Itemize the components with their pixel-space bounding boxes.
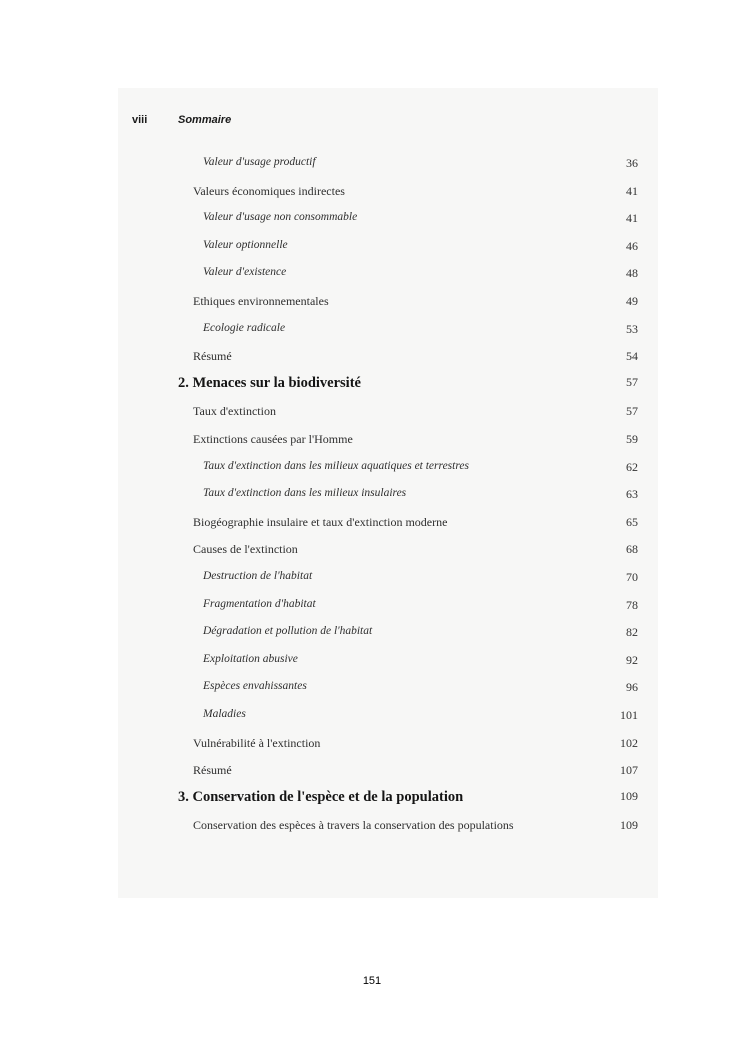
toc-entry-page: 70 [626, 570, 638, 584]
header-title: Sommaire [178, 114, 232, 126]
toc-entry-page: 102 [620, 735, 638, 750]
toc-entry-label: Causes de l'extinction [193, 542, 298, 557]
toc-entry-section [0, 404, 744, 424]
toc-entry-sub [0, 653, 744, 673]
toc-entry-section [0, 515, 744, 535]
toc-entry-label: Valeur d'usage non consommable [203, 211, 358, 224]
toc-entry-section [0, 432, 744, 452]
toc-entry-section [0, 763, 744, 783]
toc-entry-label: Conservation des espèces à travers la conservation des populations [193, 818, 514, 833]
toc-entry-sub [0, 680, 744, 700]
toc-entry-page: 96 [626, 680, 638, 695]
toc-entry-sub [0, 598, 744, 618]
toc-entry-page: 49 [626, 294, 638, 308]
toc-entry-page: 57 [626, 374, 638, 389]
toc-entry-label: Taux d'extinction [193, 404, 276, 419]
toc-entry-label: Ethiques environnementales [193, 294, 329, 308]
toc-entry-sub [0, 487, 744, 507]
toc-entry-sub [0, 322, 744, 342]
toc-entry-page: 59 [626, 432, 638, 446]
toc-entry-page: 109 [620, 818, 638, 833]
header-page-numeral: viii [132, 114, 148, 126]
toc-entry-page: 65 [626, 514, 638, 529]
toc-entry-label: Exploitation abusive [203, 652, 298, 665]
toc-entry-sub [0, 239, 744, 259]
toc-entry-page: 109 [620, 788, 638, 803]
toc-entry-section [0, 542, 744, 562]
toc-entry-page: 41 [626, 183, 638, 198]
toc-entry-label: Dégradation et pollution de l'habitat [203, 625, 373, 638]
toc-entry-label: Biogéographie insulaire et taux d'extinction moderne [193, 514, 448, 529]
toc-entry-label: Destruction de l'habitat [203, 570, 313, 582]
toc-entry-page: 57 [626, 404, 638, 419]
toc-entry-label: Maladies [203, 708, 246, 720]
toc-entry-label: Taux d'extinction dans les milieux insulaires [203, 487, 407, 500]
toc-entry-page: 92 [626, 652, 638, 667]
toc-entry-section [0, 294, 744, 314]
toc-entry-page: 41 [626, 211, 638, 226]
toc-entry-page: 48 [626, 266, 638, 281]
toc-entry-label: Extinctions causées par l'Homme [193, 432, 353, 446]
toc-entry-page: 62 [626, 459, 638, 474]
toc-entry-page: 53 [626, 321, 638, 336]
toc-entry-sub [0, 708, 744, 728]
toc-entry-sub [0, 625, 744, 645]
toc-entry-page: 68 [626, 542, 638, 557]
toc-entry-sub [0, 211, 744, 231]
toc-entry-label: 2. Menaces sur la biodiversité [178, 374, 361, 391]
toc-entry-page: 78 [626, 597, 638, 612]
toc-entry-section [0, 736, 744, 756]
toc-entry-chapter [0, 375, 744, 395]
toc-entry-label: Ecologie radicale [203, 321, 286, 334]
toc-entry-page: 82 [626, 625, 638, 640]
toc-entry-page: 54 [626, 349, 638, 364]
toc-entry-label: Espèces envahissantes [203, 680, 307, 693]
toc-entry-label: Valeurs économiques indirectes [193, 183, 345, 198]
toc-entry-sub [0, 266, 744, 286]
toc-entry-page: 63 [626, 487, 638, 502]
toc-entry-label: Valeur d'existence [203, 266, 287, 279]
toc-entry-chapter [0, 789, 744, 809]
toc-entry-sub [0, 156, 744, 176]
page-number-footer: 151 [362, 975, 382, 987]
toc-entry-sub [0, 570, 744, 590]
toc-entry-label: Vulnérabilité à l'extinction [193, 735, 321, 750]
toc-entry-label: Résumé [193, 349, 232, 364]
toc-entry-section [0, 818, 744, 838]
toc-entry-label: Résumé [193, 763, 232, 778]
toc-entry-label: Valeur d'usage productif [203, 156, 316, 168]
toc-entry-label: 3. Conservation de l'espèce et de la population [178, 788, 464, 805]
toc-entry-section [0, 184, 744, 204]
toc-entry-page: 107 [620, 763, 638, 778]
toc-entry-page: 101 [620, 708, 638, 722]
toc-entry-section [0, 349, 744, 369]
toc-entry-label: Valeur optionnelle [203, 238, 288, 251]
toc-entry-sub [0, 460, 744, 480]
toc-entry-page: 36 [626, 156, 638, 170]
toc-entry-page: 46 [626, 238, 638, 253]
toc-entry-label: Taux d'extinction dans les milieux aquatiques et terrestres [203, 459, 469, 472]
toc-entry-label: Fragmentation d'habitat [203, 597, 316, 610]
